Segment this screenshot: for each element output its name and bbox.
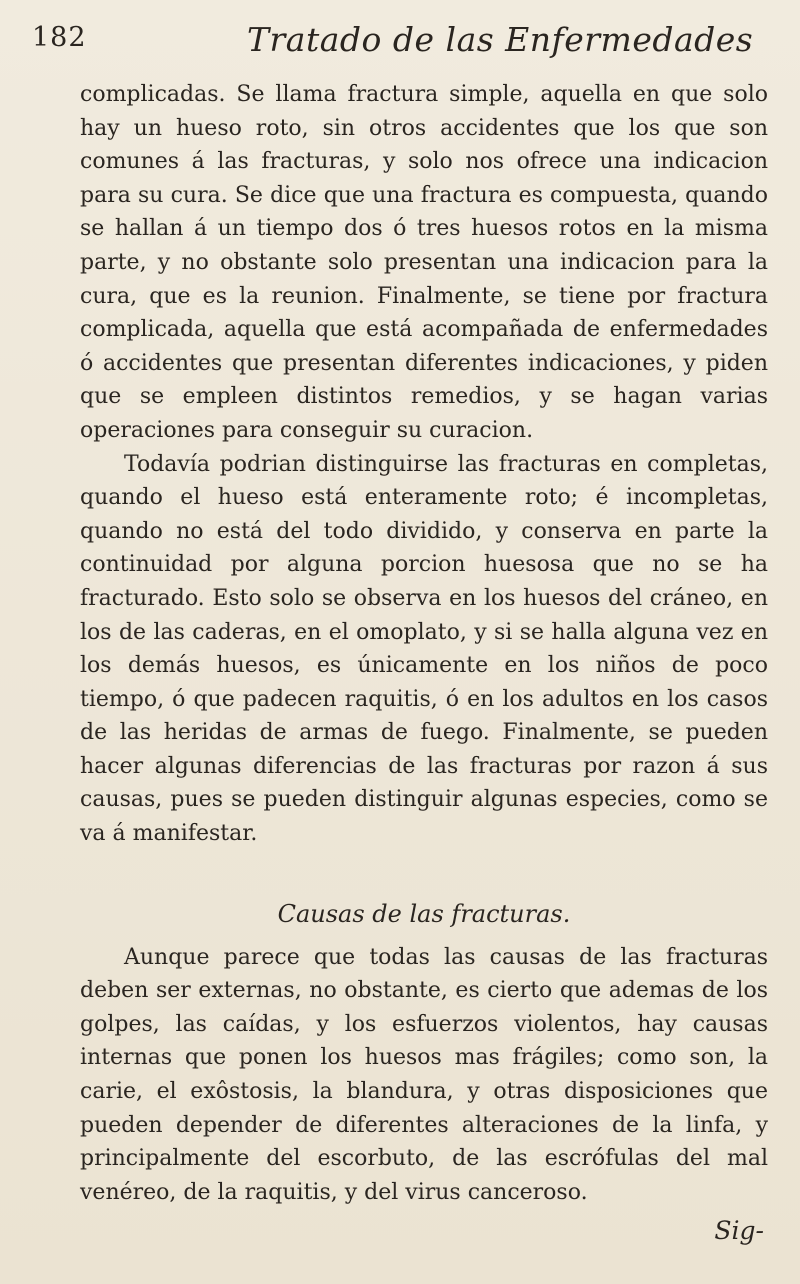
page-number: 182	[32, 22, 87, 53]
paragraph-complete-incomplete: Todavía podrian distinguirse las fracturas en completas, quando el hueso está enteramente roto; é incompletas, quando no está del todo dividido, y conserva en parte la continuidad por alguna porcion huesosa que no se ha fracturado. Esto solo se observa en los huesos del cráneo, en los de las caderas, en el omoplato, y si se halla alguna vez en los demás huesos, es únicamente en los niños de poco tiempo, ó que padecen raquitis, ó en los adultos en los casos de las heridas de armas de fuego. Finalmente, se pueden hacer algunas diferencias de las fracturas por razon á sus causas, pues se pueden distinguir algunas especies, como se va á manifestar.	[80, 451, 768, 847]
section-heading: Causas de las fracturas.	[277, 899, 571, 928]
running-head: Tratado de las Enfermedades	[247, 20, 754, 59]
page-header	[32, 20, 772, 70]
paragraph-causes: Aunque parece que todas las causas de las fracturas deben ser externas, no obstante, es cierto que ademas de los golpes, las caídas, y los esfuerzos violentos, hay causas internas que ponen los huesos mas frágiles; como son, la carie, el exôstosis, la blandura, y otras disposiciones que pueden depender de diferentes alteraciones de la linfa, y principalmente del escorbuto, de las escrófulas del mal venéreo, de la raquitis, y del virus canceroso.	[80, 944, 768, 1205]
catchword: Sig-	[714, 1216, 764, 1245]
body-text	[80, 78, 768, 1209]
paragraph-fracture-types: complicadas. Se llama fractura simple, aquella en que solo hay un hueso roto, sin otros accidentes que los que son comunes á las fracturas, y solo nos ofrece una indicacion para su cura. Se dice que una fractura es compuesta, quando se hallan á un tiempo dos ó tres huesos rotos en la misma parte, y no obstante solo presentan una indicacion para la cura, que es la reunion. Finalmente, se tiene por fractura complicada, aquella que está acompañada de enfermedades ó accidentes que presentan diferentes indicaciones, y piden que se empleen distintos remedios, y se hagan varias operaciones para conseguir su curacion.	[80, 82, 768, 443]
